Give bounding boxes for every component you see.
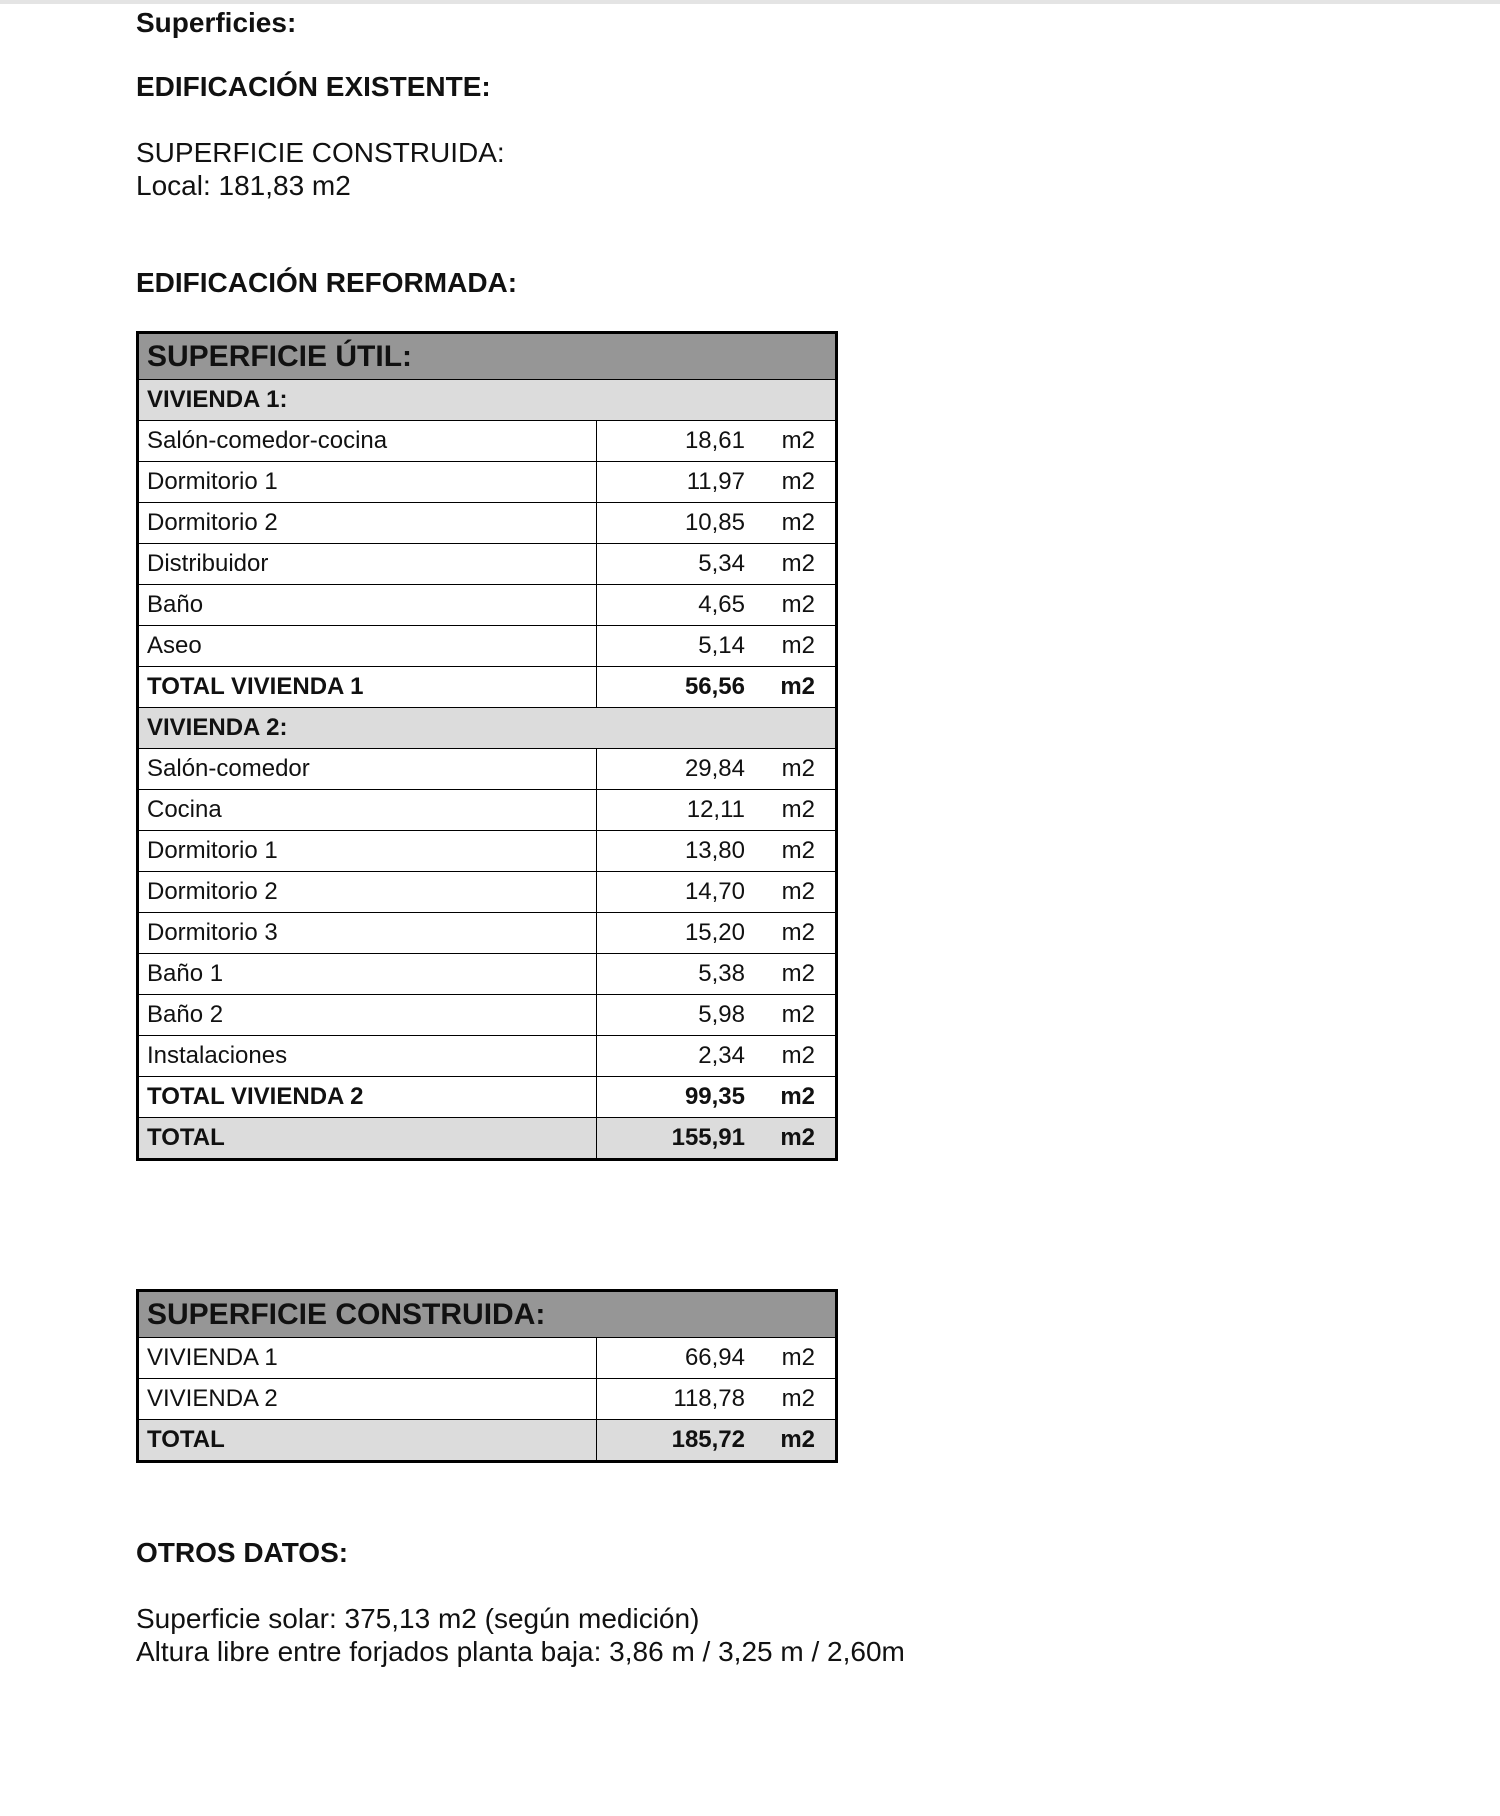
row-label: VIVIENDA 2 [138, 1379, 597, 1420]
table-row [138, 421, 837, 462]
row-value: 14,70 [684, 878, 745, 905]
table-row [138, 1379, 837, 1420]
built-area-title: SUPERFICIE CONSTRUIDA: [138, 1291, 837, 1338]
row-value: 15,20 [684, 919, 745, 946]
row-value: 5,98 [698, 1001, 745, 1028]
row-value-cell [597, 1338, 837, 1379]
row-unit: m2 [781, 960, 815, 987]
table-row [138, 831, 837, 872]
row-value-cell [597, 1077, 837, 1118]
useful-area-table [136, 331, 838, 1161]
row-unit: m2 [781, 632, 815, 659]
vivienda-1-rows [138, 421, 837, 667]
row-value: 5,34 [698, 550, 745, 577]
table-row [138, 503, 837, 544]
other-data-clear-height: Altura libre entre forjados planta baja: 3,86 m / 3,25 m / 2,60m [136, 1636, 905, 1667]
row-unit: m2 [781, 755, 815, 782]
row-value-cell [597, 585, 837, 626]
row-value: 56,56 [684, 673, 745, 700]
row-unit: m2 [781, 1042, 815, 1069]
row-unit: m2 [781, 878, 815, 905]
table-row [138, 626, 837, 667]
row-value: 66,94 [684, 1344, 745, 1371]
row-value-cell [597, 421, 837, 462]
page-top-border [0, 0, 1500, 4]
row-value-cell [597, 995, 837, 1036]
row-label: Salón-comedor [138, 749, 597, 790]
row-label: Instalaciones [138, 1036, 597, 1077]
existing-built-area-label: SUPERFICIE CONSTRUIDA: [136, 137, 505, 168]
row-label: TOTAL [138, 1118, 597, 1160]
row-label: Dormitorio 2 [138, 503, 597, 544]
row-value: 4,65 [698, 591, 745, 618]
row-unit: m2 [781, 919, 815, 946]
useful-area-title: SUPERFICIE ÚTIL: [138, 333, 837, 380]
table-row [138, 462, 837, 503]
row-value: 5,14 [698, 632, 745, 659]
built-area-table [136, 1289, 838, 1463]
row-value: 118,78 [673, 1385, 745, 1412]
existing-building-title: EDIFICACIÓN EXISTENTE: [136, 71, 491, 102]
row-label: Dormitorio 1 [138, 462, 597, 503]
vivienda-2-header-row [138, 708, 837, 749]
row-unit: m2 [781, 1344, 815, 1371]
row-value: 2,34 [698, 1042, 745, 1069]
row-unit: m2 [780, 673, 815, 700]
row-value-cell [597, 831, 837, 872]
row-label: Aseo [138, 626, 597, 667]
row-value: 12,11 [686, 796, 745, 823]
row-value-cell [597, 749, 837, 790]
table-row [138, 749, 837, 790]
other-data-solar-area: Superficie solar: 375,13 m2 (según medición) [136, 1603, 700, 1634]
row-value: 18,61 [684, 427, 745, 454]
table-row [138, 585, 837, 626]
table-row [138, 790, 837, 831]
row-label: Dormitorio 2 [138, 872, 597, 913]
built-area-rows [138, 1338, 837, 1420]
row-label: Cocina [138, 790, 597, 831]
row-label: Salón-comedor-cocina [138, 421, 597, 462]
row-value-cell [597, 462, 837, 503]
row-value: 29,84 [684, 755, 745, 782]
row-label: Dormitorio 1 [138, 831, 597, 872]
other-data-title: OTROS DATOS: [136, 1537, 349, 1568]
row-label: Baño [138, 585, 597, 626]
vivienda-2-title: VIVIENDA 2: [138, 708, 837, 749]
table-row [138, 544, 837, 585]
row-unit: m2 [781, 1385, 815, 1412]
row-unit: m2 [781, 468, 815, 495]
row-value-cell [597, 790, 837, 831]
row-value-cell [597, 544, 837, 585]
row-value: 155,91 [671, 1124, 745, 1151]
table-row [138, 913, 837, 954]
vivienda-1-title: VIVIENDA 1: [138, 380, 837, 421]
row-value-cell [597, 667, 837, 708]
row-label: Baño 2 [138, 995, 597, 1036]
row-value-cell [597, 503, 837, 544]
row-value: 99,35 [684, 1083, 745, 1110]
row-label: TOTAL [138, 1420, 597, 1462]
row-value: 5,38 [698, 960, 745, 987]
vivienda-1-header-row [138, 380, 837, 421]
row-value-cell [597, 954, 837, 995]
row-unit: m2 [781, 1001, 815, 1028]
page-heading: Superficies: [136, 7, 297, 38]
built-area-title-row [138, 1291, 837, 1338]
row-label: VIVIENDA 1 [138, 1338, 597, 1379]
row-unit: m2 [781, 796, 815, 823]
row-unit: m2 [781, 427, 815, 454]
row-unit: m2 [781, 550, 815, 577]
row-unit: m2 [780, 1426, 815, 1453]
row-value-cell [597, 626, 837, 667]
table-row [138, 954, 837, 995]
row-label: Dormitorio 3 [138, 913, 597, 954]
row-value: 11,97 [686, 468, 745, 495]
table-row-built-total [138, 1420, 837, 1462]
row-label: Distribuidor [138, 544, 597, 585]
row-value: 13,80 [684, 837, 745, 864]
row-value: 10,85 [684, 509, 745, 536]
row-unit: m2 [781, 509, 815, 536]
row-value-cell [597, 1118, 837, 1160]
vivienda-2-rows [138, 749, 837, 1077]
existing-local-area: Local: 181,83 m2 [136, 170, 351, 201]
row-unit: m2 [781, 837, 815, 864]
table-row-total-vivienda-2 [138, 1077, 837, 1118]
row-label: TOTAL VIVIENDA 1 [138, 667, 597, 708]
row-value-cell [597, 1379, 837, 1420]
row-value-cell [597, 872, 837, 913]
reformed-building-title: EDIFICACIÓN REFORMADA: [136, 267, 518, 298]
table-row-useful-total [138, 1118, 837, 1160]
row-value-cell [597, 1036, 837, 1077]
row-label: TOTAL VIVIENDA 2 [138, 1077, 597, 1118]
table-row [138, 995, 837, 1036]
table-row-total-vivienda-1 [138, 667, 837, 708]
useful-area-title-row [138, 333, 837, 380]
row-unit: m2 [781, 591, 815, 618]
row-value-cell [597, 1420, 837, 1462]
table-row [138, 1338, 837, 1379]
table-row [138, 872, 837, 913]
row-value: 185,72 [671, 1426, 745, 1453]
row-unit: m2 [780, 1083, 815, 1110]
table-row [138, 1036, 837, 1077]
row-value-cell [597, 913, 837, 954]
row-unit: m2 [780, 1124, 815, 1151]
row-label: Baño 1 [138, 954, 597, 995]
